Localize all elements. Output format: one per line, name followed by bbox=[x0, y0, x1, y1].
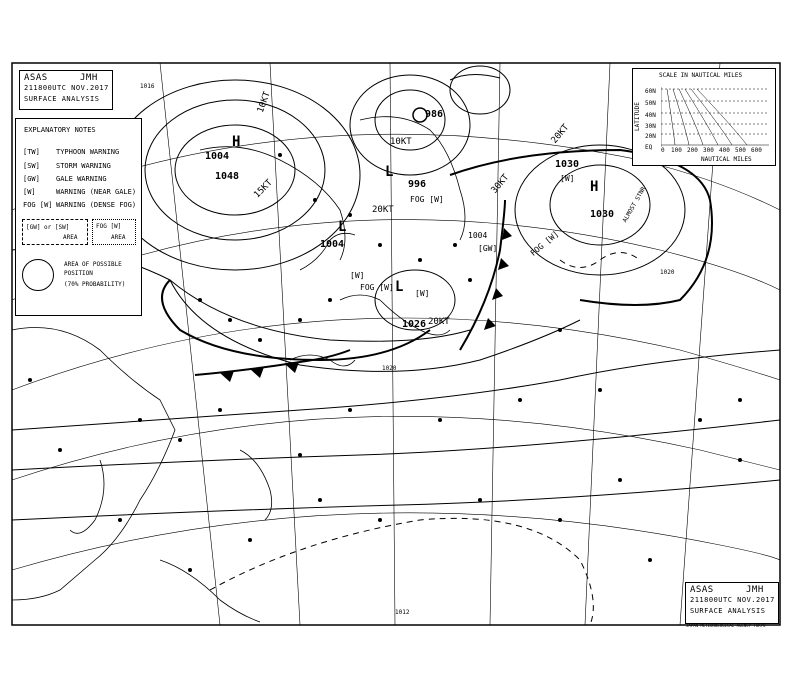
pressure-label: 1004 bbox=[205, 151, 230, 162]
note-code-0: [TW] bbox=[23, 148, 40, 156]
wind-label: 10KT bbox=[390, 137, 412, 147]
pressure-label: 986 bbox=[425, 109, 444, 120]
scale-x-2: 200 bbox=[687, 147, 698, 154]
scale-curves bbox=[661, 87, 769, 149]
footer-line3: SURFACE ANALYSIS bbox=[690, 607, 766, 615]
pressure-label: 1004 bbox=[320, 239, 345, 250]
header-label bbox=[19, 70, 113, 110]
warning-label: [W] bbox=[350, 271, 365, 280]
fog-area-sub: AREA bbox=[111, 234, 126, 241]
gw-sw-area-sub: AREA bbox=[63, 234, 78, 241]
note-code-4: FOG [W] bbox=[23, 201, 53, 209]
pressure-label: 996 bbox=[408, 179, 427, 190]
warning-label: FOG [W] bbox=[528, 229, 561, 258]
scale-x-1: 100 bbox=[671, 147, 682, 154]
pressure-label: 1026 bbox=[402, 319, 427, 330]
scale-x-6: 600 bbox=[751, 147, 762, 154]
pressure-label: 1030 bbox=[590, 209, 615, 220]
header-line1-right: JMH bbox=[80, 73, 98, 83]
warning-label: [GW] bbox=[478, 244, 498, 253]
stationary-annotation: ALMOST STNR bbox=[621, 185, 648, 224]
explanatory-notes bbox=[15, 118, 142, 316]
scale-title: SCALE IN NAUTICAL MILES bbox=[659, 72, 743, 79]
scale-lat-1: 50N bbox=[645, 100, 656, 107]
note-text-2: GALE WARNING bbox=[56, 175, 107, 183]
note-code-3: [W] bbox=[23, 188, 36, 196]
note-text-0: TYPHOON WARNING bbox=[56, 148, 120, 156]
footer-label bbox=[685, 582, 779, 624]
fog-area-label: FOG [W] bbox=[96, 223, 122, 230]
note-text-1: STORM WARNING bbox=[56, 162, 111, 170]
wind-label: 20KT bbox=[428, 317, 450, 327]
footer-line1-right: JMH bbox=[746, 585, 764, 595]
low-center: L bbox=[385, 164, 394, 180]
footer-line1-left: ASAS bbox=[690, 585, 714, 595]
header-line2: 211800UTC NOV.2017 bbox=[24, 84, 109, 92]
scale-x-4: 400 bbox=[719, 147, 730, 154]
footer-agency: JAPAN METEOROLOGICAL AGENCY TOKYO bbox=[686, 623, 766, 628]
possible-line2: POSITION bbox=[64, 270, 93, 277]
pressure-label: 1048 bbox=[215, 171, 240, 182]
scale-lat-2: 40N bbox=[645, 112, 656, 119]
possible-position-circle-icon bbox=[22, 259, 54, 291]
note-code-1: [SW] bbox=[23, 162, 40, 170]
notes-title: EXPLANATORY NOTES bbox=[24, 126, 96, 134]
pressure-label: 1012 bbox=[395, 609, 410, 616]
pressure-label: 1020 bbox=[382, 365, 397, 372]
possible-line3: (70% PROBABILITY) bbox=[64, 281, 126, 288]
scale-y-axis: LATITUDE bbox=[634, 102, 641, 131]
possible-line1: AREA OF POSSIBLE bbox=[64, 261, 122, 268]
note-text-3: WARNING (NEAR GALE) bbox=[56, 188, 137, 196]
footer-line2: 211800UTC NOV.2017 bbox=[690, 596, 775, 604]
scale-x-3: 300 bbox=[703, 147, 714, 154]
note-code-2: [GW] bbox=[23, 175, 40, 183]
pressure-label: 1030 bbox=[555, 159, 580, 170]
gw-sw-area-label: [GW] or [SW] bbox=[26, 224, 70, 231]
low-center: L bbox=[338, 219, 347, 235]
low-center: L bbox=[395, 279, 404, 295]
header-line1-left: ASAS bbox=[24, 73, 48, 83]
header-line3: SURFACE ANALYSIS bbox=[24, 95, 100, 103]
warning-label: FOG [W] bbox=[410, 195, 444, 204]
scale-x-axis: NAUTICAL MILES bbox=[701, 156, 752, 163]
wind-label: 30KT bbox=[489, 172, 512, 196]
scale-x-0: 0 bbox=[661, 147, 665, 154]
warning-label: [W] bbox=[560, 174, 575, 183]
pressure-label: 1016 bbox=[140, 83, 155, 90]
scale-lat-0: 60N bbox=[645, 88, 656, 95]
wind-label: 20KT bbox=[549, 122, 572, 146]
wind-label: 10KT bbox=[255, 90, 273, 115]
wind-label: 15KT bbox=[252, 177, 275, 201]
note-text-4: WARNING (DENSE FOG) bbox=[56, 201, 137, 209]
warning-label: [W] bbox=[415, 289, 430, 298]
wind-label: 20KT bbox=[372, 205, 394, 215]
high-center: H bbox=[590, 179, 599, 195]
nautical-mile-scale bbox=[632, 68, 776, 166]
pressure-label: 1004 bbox=[468, 231, 488, 240]
pressure-label: 1020 bbox=[660, 269, 675, 276]
scale-lat-3: 30N bbox=[645, 123, 656, 130]
warning-label: FOG [W] bbox=[360, 283, 394, 292]
scale-lat-4: 20N bbox=[645, 133, 656, 140]
gw-sw-area-box bbox=[22, 219, 88, 245]
high-center: H bbox=[232, 134, 241, 150]
scale-x-5: 500 bbox=[735, 147, 746, 154]
fog-area-box bbox=[92, 219, 136, 245]
scale-lat-5: EQ bbox=[645, 144, 653, 151]
